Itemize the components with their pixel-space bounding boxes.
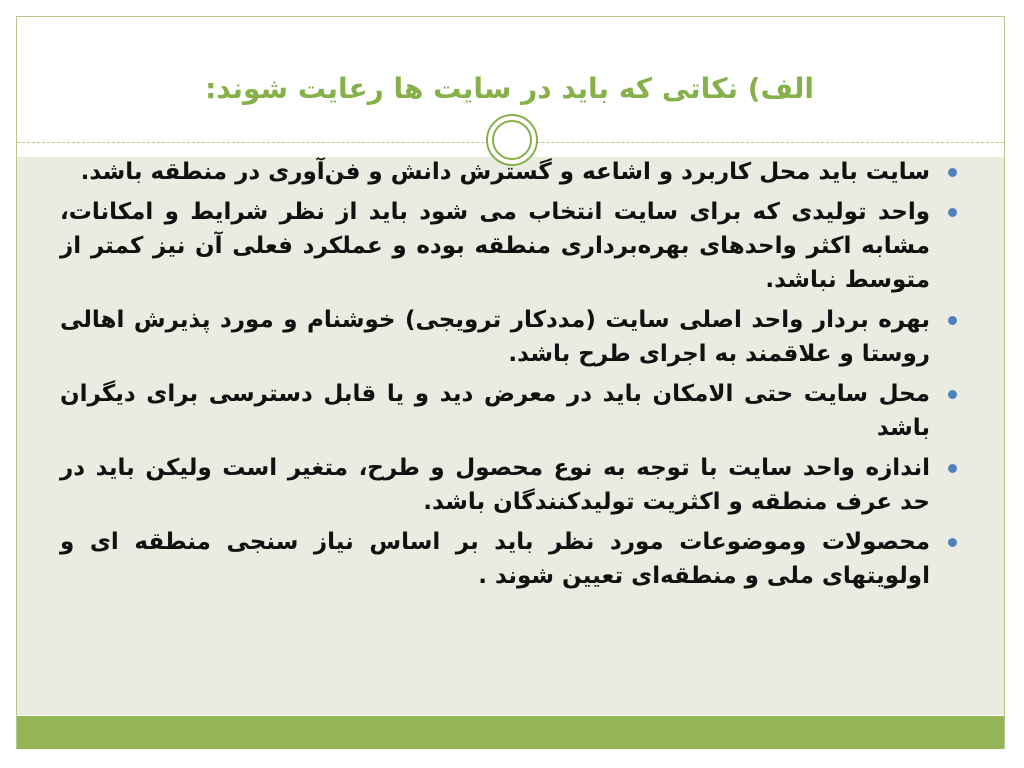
bullet-dot-icon: [948, 390, 957, 399]
bullet-dot-icon: [948, 464, 957, 473]
bullet-list: [60, 155, 963, 599]
bullet-text: واحد تولیدی که برای سایت انتخاب می شود باید از نظر شرایط و امکانات، مشابه اکثر واحدهای بهره‌برداری منطقه بوده و عملکرد فعلی آن نیز کمتر از متوسط نباشد.: [60, 199, 930, 293]
slide-title: الف) نکاتی که باید در سایت ها رعایت شوند:: [205, 72, 814, 105]
bullet-dot-icon: [948, 538, 957, 547]
bullet-item: [60, 155, 963, 189]
bullet-item: [60, 195, 963, 297]
bullet-text: اندازه واحد سایت با توجه به نوع محصول و طرح، متغیر است ولیکن باید در حد عرف منطقه و اکثریت تولیدکنندگان باشد.: [60, 455, 930, 515]
bullet-text: سایت باید محل کاربرد و اشاعه و گسترش دانش و فن‌آوری در منطقه باشد.: [80, 159, 930, 185]
bullet-text: بهره بردار واحد اصلی سایت (مددکار ترویجی) خوشنام و مورد پذیرش اهالی روستا و علاقمند به اجرای طرح باشد.: [60, 307, 930, 367]
bullet-item: [60, 525, 963, 593]
bullet-text: محصولات وموضوعات مورد نظر باید بر اساس نیاز سنجی منطقه ای و اولویتهای ملی و منطقه‌ای تعیین شوند .: [60, 529, 930, 589]
bullet-text: محل سایت حتی الامکان باید در معرض دید و یا قابل دسترسی برای دیگران باشد: [60, 381, 930, 441]
bullet-item: [60, 451, 963, 519]
bullet-dot-icon: [948, 168, 957, 177]
footer-bar: [17, 716, 1004, 749]
bullet-item: [60, 303, 963, 371]
bullet-dot-icon: [948, 208, 957, 217]
bullet-item: [60, 377, 963, 445]
bullet-dot-icon: [948, 316, 957, 325]
